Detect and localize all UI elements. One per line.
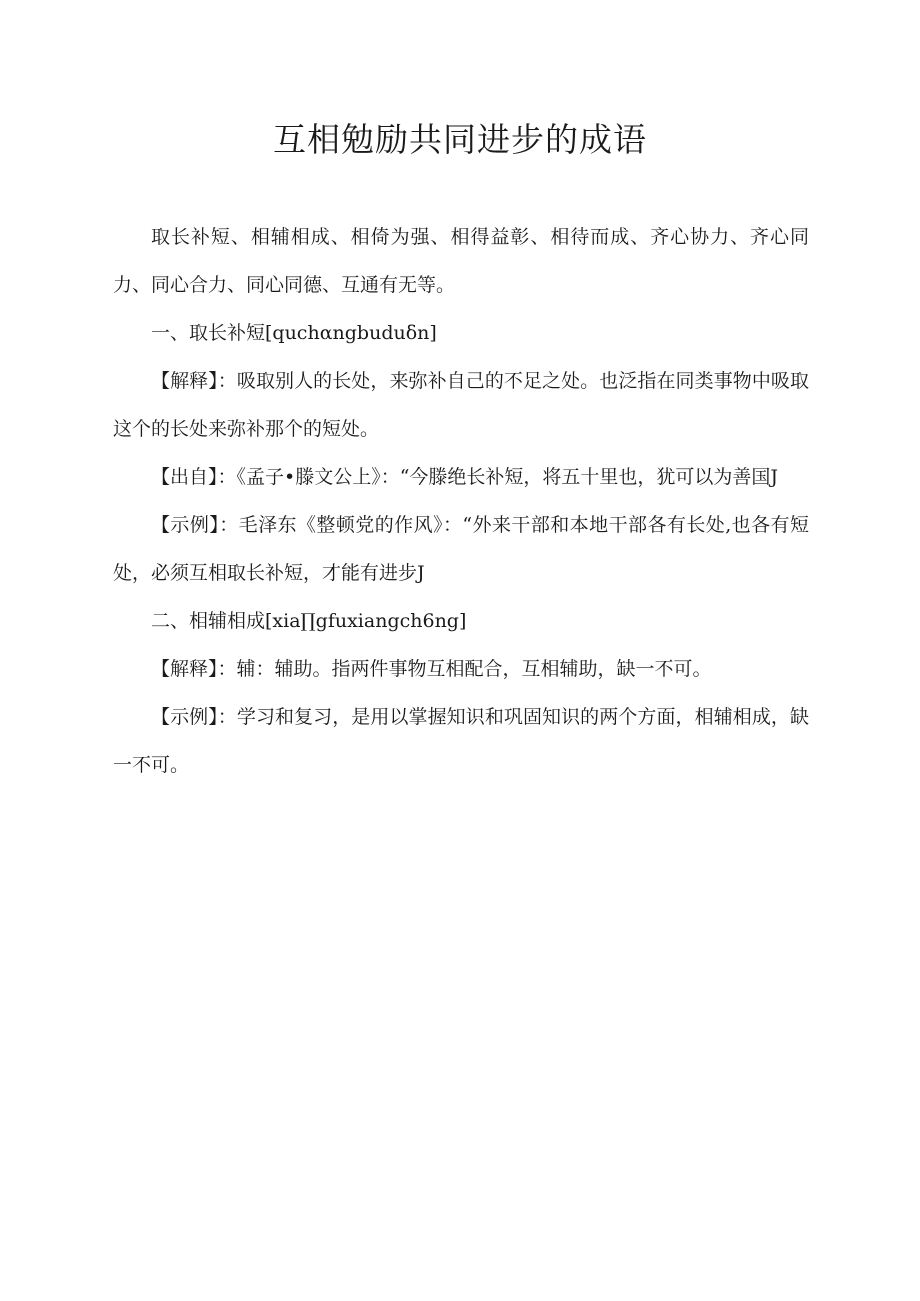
document-title: 互相勉励共同进步的成语 [273,120,647,159]
explanation-paragraph-1: 【解释】：吸取别人的长处，来弥补自己的不足之处。也泛指在同类事物中吸取这个的长处来弥补那个的短处。 [113,370,809,440]
example-paragraph-2: 【示例】：学习和复习，是用以掌握知识和巩固知识的两个方面，相辅相成，缺一不可。 [113,706,809,776]
source-paragraph-1: 【出自】：《孟子•滕文公上》：“今滕绝长补短，将五十里也，犹可以为善国J [151,466,779,488]
section-heading-2: 二、相辅相成[xia∏gfuxiangch6ng] [151,610,467,632]
explanation-paragraph-2: 【解释】：辅：辅助。指两件事物互相配合，互相辅助，缺一不可。 [151,658,712,680]
intro-paragraph: 取长补短、相辅相成、相倚为强、相得益彰、相待而成、齐心协力、齐心同力、同心合力、同心同德、互通有无等。 [113,226,809,296]
document-body [113,213,809,789]
section-heading-1: 一、取长补短[quchαngbuduδn] [151,322,437,344]
example-paragraph-1: 【示例】：毛泽东《整顿党的作风》：“外来干部和本地干部各有长处,也各有短处，必须互相取长补短，才能有进步J [113,514,809,584]
